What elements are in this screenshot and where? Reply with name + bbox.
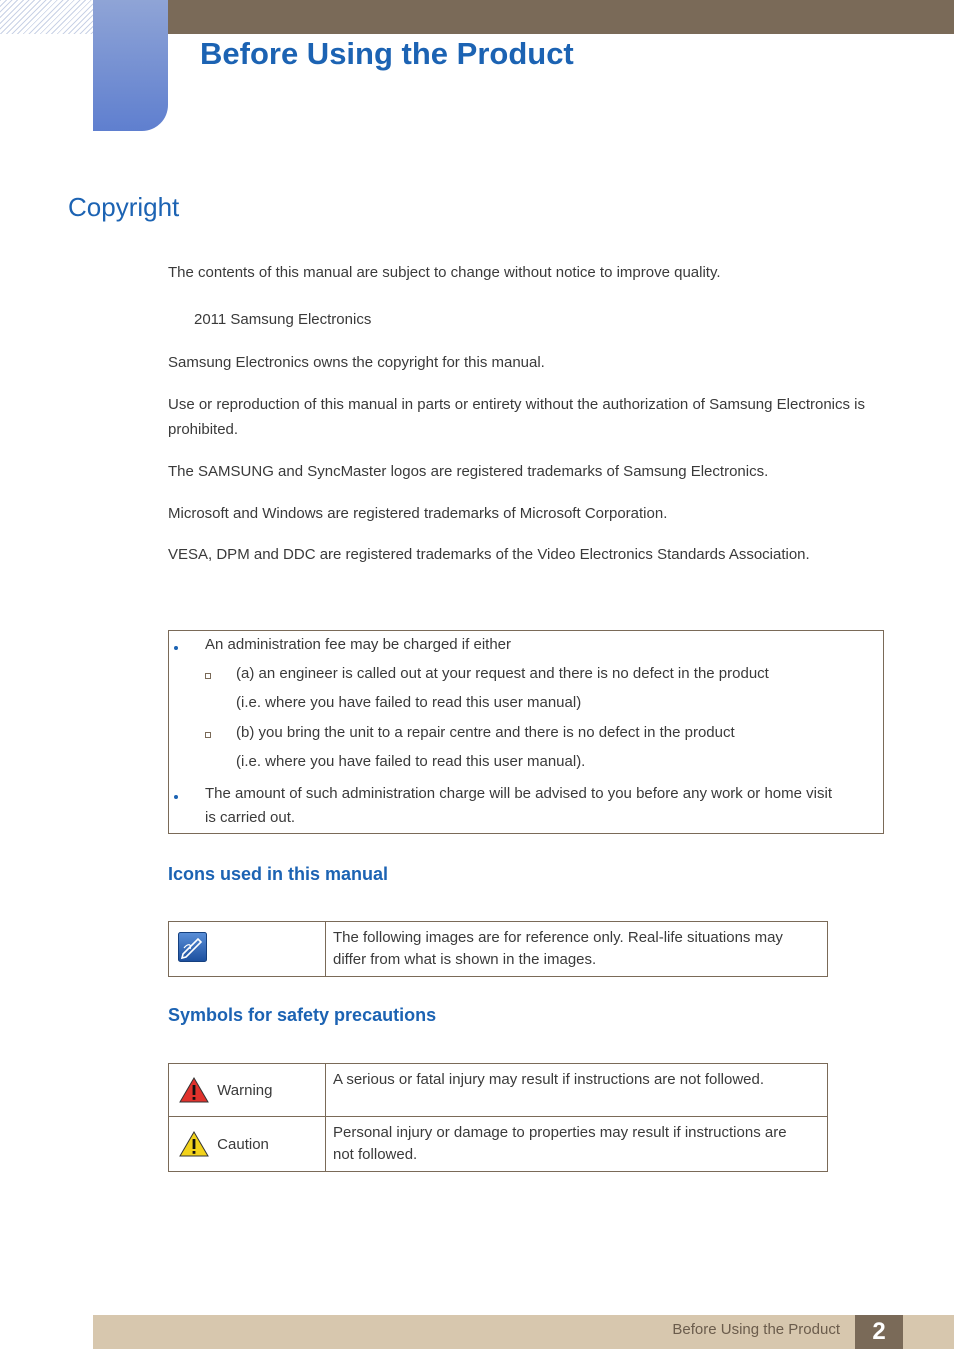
caution-description-line1: Personal injury or damage to properties may result if instructions are [333, 1124, 787, 1141]
notice-bullet-2-line2: is carried out. [205, 809, 296, 826]
paragraph-reproduction: Use or reproduction of this manual in parts or entirety without the authorization of Samsung Electronics is prohibited. [168, 396, 866, 438]
caution-triangle-icon [179, 1131, 209, 1157]
safety-section-title: Symbols for safety precautions [168, 1005, 437, 1025]
notice-bullet-2-line1: The amount of such administration charge will be advised to you before any work or home visit [205, 785, 832, 802]
paragraph-vesa-trademark: VESA, DPM and DDC are registered trademarks of the Video Electronics Standards Association. [168, 546, 810, 563]
notice-sub-a: (a) an engineer is called out at your request and there is no defect in the product [236, 665, 769, 682]
bullet-dot-icon [174, 646, 178, 650]
paragraph-notice-change: The contents of this manual are subject to change without notice to improve quality. [168, 264, 721, 281]
notice-sub-b: (b) you bring the unit to a repair centre and there is no defect in the product [236, 724, 735, 741]
header-bar [168, 0, 954, 34]
note-description-cell [326, 922, 828, 977]
notice-bullet-1: An administration fee may be charged if either [205, 636, 511, 653]
note-description-line2: differ from what is shown in the images. [333, 951, 597, 968]
caution-description-cell [326, 1117, 828, 1172]
table-row [169, 1117, 828, 1172]
warning-triangle-icon [179, 1077, 209, 1103]
icons-table [168, 921, 828, 977]
note-pen-icon [178, 932, 207, 962]
chapter-tab [93, 0, 168, 131]
bullet-dot-icon [174, 795, 178, 799]
footer-chapter-label: Before Using the Product [672, 1321, 840, 1338]
section-title: Copyright [68, 192, 180, 222]
warning-description-line1: A serious or fatal injury may result if instructions are not followed. [333, 1071, 765, 1088]
admin-fee-notice-box [168, 630, 884, 834]
caution-label: Caution [217, 1135, 269, 1153]
notice-sub-a-note: (i.e. where you have failed to read this user manual) [236, 694, 582, 711]
note-description-line1: The following images are for reference only. Real-life situations may [333, 929, 783, 946]
caution-label-cell [169, 1117, 326, 1172]
paragraph-copyright-year: 2011 Samsung Electronics [194, 311, 372, 328]
header-hatch-decoration [0, 0, 93, 34]
paragraph-microsoft-trademark: Microsoft and Windows are registered trademarks of Microsoft Corporation. [168, 505, 668, 522]
table-row [169, 1064, 828, 1117]
warning-description-cell [326, 1064, 828, 1117]
notice-sub-b-note: (i.e. where you have failed to read this user manual). [236, 753, 586, 770]
icons-section-title: Icons used in this manual [168, 864, 389, 884]
square-bullet-icon [205, 673, 211, 679]
safety-symbols-table [168, 1063, 828, 1172]
note-icon-cell [169, 922, 326, 977]
square-bullet-icon [205, 732, 211, 738]
chapter-title: Before Using the Product [200, 36, 574, 71]
warning-label: Warning [217, 1081, 273, 1099]
paragraph-copyright-owner: Samsung Electronics owns the copyright for this manual. [168, 354, 545, 371]
warning-label-cell [169, 1064, 326, 1117]
paragraph-samsung-trademark: The SAMSUNG and SyncMaster logos are registered trademarks of Samsung Electronics. [168, 463, 769, 480]
page-number: 2 [855, 1315, 903, 1349]
caution-description-line2: not followed. [333, 1146, 418, 1163]
